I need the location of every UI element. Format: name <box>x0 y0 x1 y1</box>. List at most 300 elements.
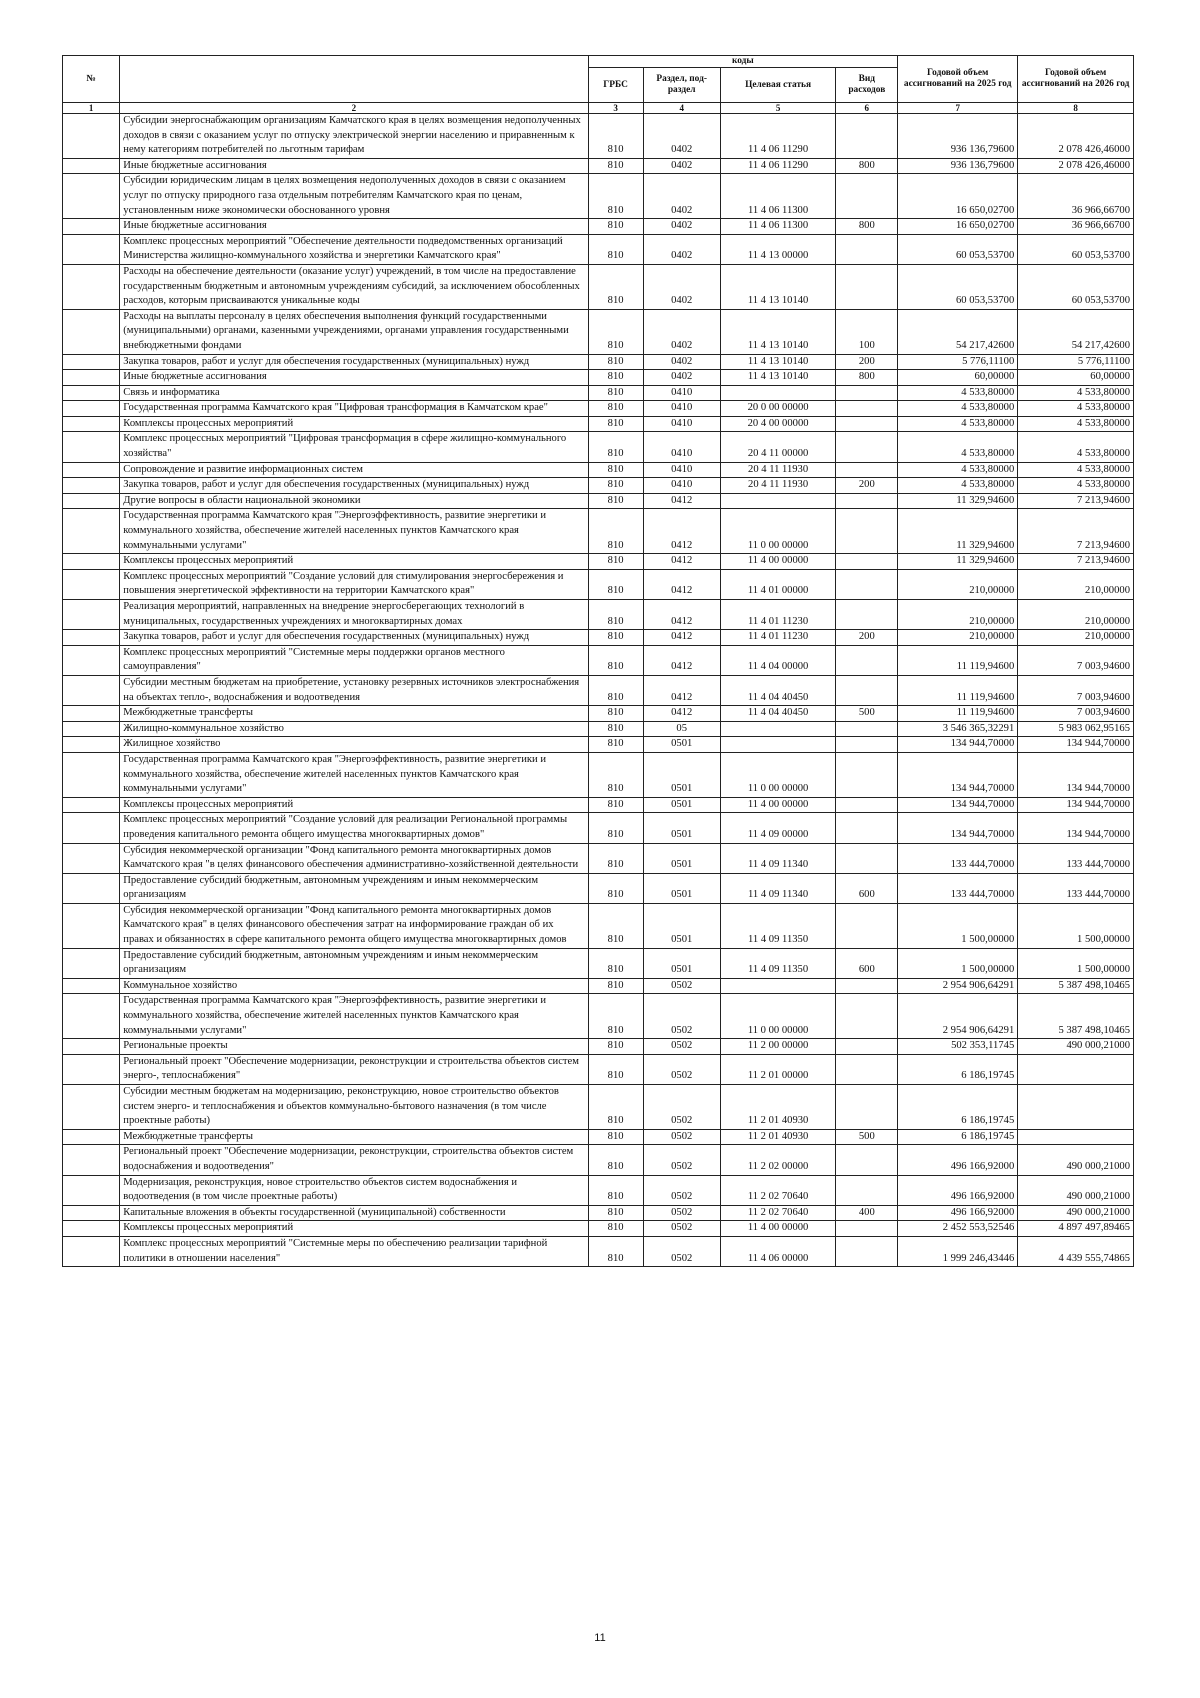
row-value-2026: 36 966,66700 <box>1018 219 1134 235</box>
row-celevaya: 11 4 00 00000 <box>720 554 836 570</box>
row-name: Иные бюджетные ассигнования <box>120 219 588 235</box>
row-value-2025: 496 166,92000 <box>898 1175 1018 1205</box>
row-name: Субсидии юридическим лицам в целях возмещения недополученных доходов в связи с оказанием услуг по отпуску природного газа отдельным потребителям Камчатского края по ценам, установленным ниже экономически обоснованного уровня <box>120 174 588 219</box>
table-row <box>63 903 1134 948</box>
row-vid: 500 <box>836 1129 898 1145</box>
row-celevaya: 11 4 04 00000 <box>720 645 836 675</box>
row-name: Комплекс процессных мероприятий "Обеспечение деятельности подведомственных организаций Министерства жилищно-коммунального хозяйства и энергетики Камчатского края" <box>120 234 588 264</box>
row-celevaya: 11 2 02 00000 <box>720 1145 836 1175</box>
row-num-cell <box>63 706 120 722</box>
row-name: Коммунальное хозяйство <box>120 978 588 994</box>
row-vid <box>836 1039 898 1055</box>
row-num-cell <box>63 234 120 264</box>
row-num-cell <box>63 509 120 554</box>
row-value-2026: 210,00000 <box>1018 600 1134 630</box>
row-grbs: 810 <box>588 158 643 174</box>
table-row <box>63 1085 1134 1130</box>
table-row <box>63 1129 1134 1145</box>
row-celevaya: 11 2 00 00000 <box>720 1039 836 1055</box>
row-celevaya: 11 0 00 00000 <box>720 994 836 1039</box>
row-name: Иные бюджетные ассигнования <box>120 370 588 386</box>
row-grbs: 810 <box>588 1129 643 1145</box>
row-num-cell <box>63 752 120 797</box>
row-value-2025: 5 776,11100 <box>898 354 1018 370</box>
row-razdel: 0501 <box>643 843 720 873</box>
row-razdel: 0402 <box>643 234 720 264</box>
row-value-2025: 134 944,70000 <box>898 737 1018 753</box>
row-num-cell <box>63 675 120 705</box>
row-vid <box>836 234 898 264</box>
row-value-2026: 490 000,21000 <box>1018 1039 1134 1055</box>
row-celevaya <box>720 385 836 401</box>
row-name: Субсидии местным бюджетам на приобретение, установку резервных источников электроснабжения на объектах тепло-, водоснабжения и водоотведения <box>120 675 588 705</box>
row-vid <box>836 174 898 219</box>
row-name: Связь и информатика <box>120 385 588 401</box>
row-celevaya: 20 4 00 00000 <box>720 416 836 432</box>
row-vid <box>836 509 898 554</box>
row-value-2026: 134 944,70000 <box>1018 752 1134 797</box>
row-num-cell <box>63 1129 120 1145</box>
row-num-cell <box>63 370 120 386</box>
row-value-2025: 60 053,53700 <box>898 264 1018 309</box>
row-vid: 800 <box>836 370 898 386</box>
row-num-cell <box>63 600 120 630</box>
table-row <box>63 1054 1134 1084</box>
row-vid <box>836 978 898 994</box>
row-celevaya: 11 4 06 11290 <box>720 114 836 159</box>
header-razdel: Раздел, под- раздел <box>643 68 720 103</box>
row-grbs: 810 <box>588 994 643 1039</box>
table-row <box>63 114 1134 159</box>
row-grbs: 810 <box>588 1221 643 1237</box>
row-value-2026: 133 444,70000 <box>1018 873 1134 903</box>
table-row <box>63 569 1134 599</box>
row-num-cell <box>63 1054 120 1084</box>
row-value-2026: 7 213,94600 <box>1018 554 1134 570</box>
row-razdel: 0410 <box>643 385 720 401</box>
row-razdel: 0412 <box>643 645 720 675</box>
row-vid <box>836 675 898 705</box>
row-name: Межбюджетные трансферты <box>120 706 588 722</box>
row-value-2025: 936 136,79600 <box>898 114 1018 159</box>
table-row <box>63 1175 1134 1205</box>
colnum: 1 <box>63 103 120 114</box>
row-celevaya: 20 0 00 00000 <box>720 401 836 417</box>
row-value-2025: 133 444,70000 <box>898 843 1018 873</box>
row-value-2026: 4 897 497,89465 <box>1018 1221 1134 1237</box>
row-razdel: 0502 <box>643 994 720 1039</box>
row-value-2025: 6 186,19745 <box>898 1129 1018 1145</box>
table-row <box>63 401 1134 417</box>
row-value-2025: 133 444,70000 <box>898 873 1018 903</box>
row-value-2025: 11 329,94600 <box>898 509 1018 554</box>
row-name: Расходы на обеспечение деятельности (оказание услуг) учреждений, в том числе на предоставление государственным бюджетным и автономным учреждениям субсидий, за исключением обособленных расходов, которым присваиваются уникальные коды <box>120 264 588 309</box>
row-celevaya: 11 4 00 00000 <box>720 1221 836 1237</box>
row-num-cell <box>63 1039 120 1055</box>
row-celevaya: 11 4 13 00000 <box>720 234 836 264</box>
row-name: Жилищное хозяйство <box>120 737 588 753</box>
row-value-2026 <box>1018 1129 1134 1145</box>
row-vid <box>836 1175 898 1205</box>
row-celevaya: 11 4 04 40450 <box>720 706 836 722</box>
table-row <box>63 354 1134 370</box>
row-name: Комплексы процессных мероприятий <box>120 554 588 570</box>
row-grbs: 810 <box>588 873 643 903</box>
row-razdel: 0412 <box>643 706 720 722</box>
row-celevaya: 11 0 00 00000 <box>720 509 836 554</box>
table-row <box>63 416 1134 432</box>
row-num-cell <box>63 797 120 813</box>
row-num-cell <box>63 873 120 903</box>
row-value-2026: 1 500,00000 <box>1018 948 1134 978</box>
row-value-2026: 4 533,80000 <box>1018 478 1134 494</box>
row-name: Государственная программа Камчатского края "Энергоэффективность, развитие энергетики и коммунального хозяйства, обеспечение жителей населенных пунктов Камчатского края коммунальными услугами" <box>120 509 588 554</box>
row-value-2025: 4 533,80000 <box>898 401 1018 417</box>
row-grbs: 810 <box>588 385 643 401</box>
row-value-2025: 210,00000 <box>898 630 1018 646</box>
row-celevaya <box>720 737 836 753</box>
row-vid <box>836 1054 898 1084</box>
row-value-2025: 210,00000 <box>898 569 1018 599</box>
row-razdel: 0410 <box>643 478 720 494</box>
row-num-cell <box>63 645 120 675</box>
row-grbs: 810 <box>588 1054 643 1084</box>
row-celevaya: 11 4 01 11230 <box>720 630 836 646</box>
row-celevaya: 11 4 13 10140 <box>720 264 836 309</box>
row-grbs: 810 <box>588 797 643 813</box>
row-razdel: 0502 <box>643 1039 720 1055</box>
row-value-2025: 4 533,80000 <box>898 385 1018 401</box>
row-value-2026: 2 078 426,46000 <box>1018 114 1134 159</box>
row-celevaya: 11 4 13 10140 <box>720 354 836 370</box>
row-value-2026: 210,00000 <box>1018 630 1134 646</box>
table-row <box>63 385 1134 401</box>
row-celevaya: 11 4 09 00000 <box>720 813 836 843</box>
row-num-cell <box>63 462 120 478</box>
row-value-2026: 490 000,21000 <box>1018 1205 1134 1221</box>
row-name: Государственная программа Камчатского края "Энергоэффективность, развитие энергетики и коммунального хозяйства, обеспечение жителей населенных пунктов Камчатского края коммунальными услугами" <box>120 752 588 797</box>
row-num-cell <box>63 569 120 599</box>
row-razdel: 0501 <box>643 813 720 843</box>
row-value-2026: 54 217,42600 <box>1018 309 1134 354</box>
row-value-2026: 7 213,94600 <box>1018 509 1134 554</box>
row-razdel: 0402 <box>643 174 720 219</box>
row-name: Государственная программа Камчатского края "Цифровая трансформация в Камчатском крае" <box>120 401 588 417</box>
row-razdel: 0501 <box>643 903 720 948</box>
row-celevaya: 11 2 01 40930 <box>720 1085 836 1130</box>
row-value-2025: 4 533,80000 <box>898 432 1018 462</box>
row-grbs: 810 <box>588 1205 643 1221</box>
row-razdel: 0502 <box>643 1054 720 1084</box>
row-name: Региональный проект "Обеспечение модернизации, реконструкции и строительства объектов систем энерго-, теплоснабжения" <box>120 1054 588 1084</box>
row-grbs: 810 <box>588 706 643 722</box>
row-name: Сопровождение и развитие информационных систем <box>120 462 588 478</box>
row-value-2025: 11 329,94600 <box>898 493 1018 509</box>
row-value-2026: 60,00000 <box>1018 370 1134 386</box>
table-row <box>63 1221 1134 1237</box>
table-row <box>63 264 1134 309</box>
row-razdel: 0502 <box>643 1236 720 1266</box>
row-name: Комплексы процессных мероприятий <box>120 797 588 813</box>
row-celevaya: 11 4 06 00000 <box>720 1236 836 1266</box>
row-grbs: 810 <box>588 569 643 599</box>
row-value-2025: 60 053,53700 <box>898 234 1018 264</box>
row-value-2025: 210,00000 <box>898 600 1018 630</box>
row-name: Иные бюджетные ассигнования <box>120 158 588 174</box>
row-razdel: 0402 <box>643 354 720 370</box>
row-value-2025: 502 353,11745 <box>898 1039 1018 1055</box>
row-grbs: 810 <box>588 813 643 843</box>
row-value-2025: 4 533,80000 <box>898 462 1018 478</box>
row-value-2026: 4 533,80000 <box>1018 416 1134 432</box>
header-2026: Годовой объем ассигнований на 2026 год <box>1018 56 1134 103</box>
row-value-2026: 1 500,00000 <box>1018 903 1134 948</box>
row-value-2026: 134 944,70000 <box>1018 813 1134 843</box>
row-num-cell <box>63 948 120 978</box>
table-row <box>63 978 1134 994</box>
table-row <box>63 493 1134 509</box>
row-value-2025: 134 944,70000 <box>898 813 1018 843</box>
row-value-2025: 6 186,19745 <box>898 1054 1018 1084</box>
row-razdel: 0502 <box>643 1205 720 1221</box>
colnum: 7 <box>898 103 1018 114</box>
row-value-2026: 7 003,94600 <box>1018 645 1134 675</box>
row-razdel: 0501 <box>643 873 720 903</box>
row-celevaya: 20 4 11 00000 <box>720 432 836 462</box>
row-celevaya: 11 4 09 11340 <box>720 873 836 903</box>
row-vid <box>836 554 898 570</box>
table-row <box>63 737 1134 753</box>
row-grbs: 810 <box>588 645 643 675</box>
header-celevaya: Целевая статья <box>720 68 836 103</box>
row-razdel: 0501 <box>643 752 720 797</box>
row-name: Закупка товаров, работ и услуг для обеспечения государственных (муниципальных) нужд <box>120 354 588 370</box>
row-grbs: 810 <box>588 737 643 753</box>
row-num-cell <box>63 1236 120 1266</box>
row-num-cell <box>63 309 120 354</box>
row-vid <box>836 462 898 478</box>
row-grbs: 810 <box>588 721 643 737</box>
row-celevaya: 20 4 11 11930 <box>720 478 836 494</box>
row-vid <box>836 493 898 509</box>
row-grbs: 810 <box>588 114 643 159</box>
row-value-2025: 11 119,94600 <box>898 675 1018 705</box>
table-row <box>63 645 1134 675</box>
row-value-2025: 496 166,92000 <box>898 1145 1018 1175</box>
table-row <box>63 1145 1134 1175</box>
row-grbs: 810 <box>588 509 643 554</box>
row-vid <box>836 721 898 737</box>
row-razdel: 0502 <box>643 1175 720 1205</box>
table-row <box>63 813 1134 843</box>
row-vid <box>836 1085 898 1130</box>
row-num-cell <box>63 416 120 432</box>
row-grbs: 810 <box>588 752 643 797</box>
row-razdel: 0402 <box>643 309 720 354</box>
row-name: Комплексы процессных мероприятий <box>120 416 588 432</box>
row-num-cell <box>63 1175 120 1205</box>
row-value-2025: 936 136,79600 <box>898 158 1018 174</box>
table-row <box>63 554 1134 570</box>
row-razdel: 0501 <box>643 737 720 753</box>
row-value-2026: 4 533,80000 <box>1018 401 1134 417</box>
row-value-2026: 4 439 555,74865 <box>1018 1236 1134 1266</box>
row-value-2025: 16 650,02700 <box>898 219 1018 235</box>
row-razdel: 0402 <box>643 370 720 386</box>
row-vid: 600 <box>836 873 898 903</box>
row-celevaya: 20 4 11 11930 <box>720 462 836 478</box>
row-name: Комплекс процессных мероприятий "Системные меры по обеспечению реализации тарифной политики в отношении населения" <box>120 1236 588 1266</box>
row-name: Жилищно-коммунальное хозяйство <box>120 721 588 737</box>
row-razdel: 0502 <box>643 1145 720 1175</box>
row-razdel: 0412 <box>643 630 720 646</box>
row-vid <box>836 264 898 309</box>
row-razdel: 0402 <box>643 158 720 174</box>
row-name: Реализация мероприятий, направленных на внедрение энергосберегающих технологий в муниципальных, государственных учреждениях и многоквартирных домах <box>120 600 588 630</box>
row-celevaya: 11 4 00 00000 <box>720 797 836 813</box>
table-row <box>63 630 1134 646</box>
row-value-2026: 60 053,53700 <box>1018 234 1134 264</box>
row-grbs: 810 <box>588 401 643 417</box>
row-name: Закупка товаров, работ и услуг для обеспечения государственных (муниципальных) нужд <box>120 478 588 494</box>
row-value-2026: 5 983 062,95165 <box>1018 721 1134 737</box>
table-row <box>63 706 1134 722</box>
row-num-cell <box>63 630 120 646</box>
row-value-2026: 60 053,53700 <box>1018 264 1134 309</box>
row-name: Комплекс процессных мероприятий "Создание условий для стимулирования энергосбережения и повышения энергетической эффективности на территории Камчатского края" <box>120 569 588 599</box>
row-num-cell <box>63 114 120 159</box>
row-name: Субсидия некоммерческой организации "Фонд капитального ремонта многоквартирных домов Камчатского края" в целях финансового обеспечения затрат на информирование граждан об их правах и обязанностях в сфере капитального ремонта общего имущества многоквартирных домов <box>120 903 588 948</box>
row-name: Комплексы процессных мероприятий <box>120 1221 588 1237</box>
row-vid: 200 <box>836 354 898 370</box>
budget-table-sheet <box>62 55 1134 1267</box>
row-value-2026: 210,00000 <box>1018 569 1134 599</box>
row-value-2026: 4 533,80000 <box>1018 432 1134 462</box>
colnum: 3 <box>588 103 643 114</box>
row-num-cell <box>63 843 120 873</box>
row-value-2026 <box>1018 1085 1134 1130</box>
table-row <box>63 675 1134 705</box>
row-razdel: 0410 <box>643 432 720 462</box>
table-row <box>63 462 1134 478</box>
colnum: 2 <box>120 103 588 114</box>
row-razdel: 0502 <box>643 1221 720 1237</box>
row-celevaya <box>720 493 836 509</box>
header-row-codes <box>63 56 1134 68</box>
row-value-2026: 490 000,21000 <box>1018 1145 1134 1175</box>
colnum: 4 <box>643 103 720 114</box>
page-number: 11 <box>594 1632 606 1644</box>
row-num-cell <box>63 432 120 462</box>
row-razdel: 0410 <box>643 401 720 417</box>
row-value-2025: 16 650,02700 <box>898 174 1018 219</box>
row-name: Межбюджетные трансферты <box>120 1129 588 1145</box>
row-value-2026: 5 776,11100 <box>1018 354 1134 370</box>
row-vid <box>836 903 898 948</box>
row-vid: 600 <box>836 948 898 978</box>
row-name: Предоставление субсидий бюджетным, автономным учреждениям и иным некоммерческим организациям <box>120 873 588 903</box>
row-razdel: 0402 <box>643 219 720 235</box>
column-numbers-row <box>63 103 1134 114</box>
row-grbs: 810 <box>588 903 643 948</box>
colnum: 6 <box>836 103 898 114</box>
row-celevaya <box>720 978 836 994</box>
row-grbs: 810 <box>588 234 643 264</box>
row-value-2026: 7 213,94600 <box>1018 493 1134 509</box>
row-value-2026: 36 966,66700 <box>1018 174 1134 219</box>
row-grbs: 810 <box>588 416 643 432</box>
row-value-2026: 4 533,80000 <box>1018 462 1134 478</box>
row-value-2025: 134 944,70000 <box>898 752 1018 797</box>
table-row <box>63 1039 1134 1055</box>
row-grbs: 810 <box>588 1085 643 1130</box>
table-row <box>63 600 1134 630</box>
row-grbs: 810 <box>588 174 643 219</box>
row-value-2026: 5 387 498,10465 <box>1018 994 1134 1039</box>
row-razdel: 0412 <box>643 493 720 509</box>
row-num-cell <box>63 1205 120 1221</box>
row-celevaya: 11 2 02 70640 <box>720 1205 836 1221</box>
row-name: Капитальные вложения в объекты государственной (муниципальной) собственности <box>120 1205 588 1221</box>
row-value-2026: 2 078 426,46000 <box>1018 158 1134 174</box>
row-vid <box>836 416 898 432</box>
row-razdel: 0412 <box>643 554 720 570</box>
row-value-2025: 1 999 246,43446 <box>898 1236 1018 1266</box>
row-razdel: 0402 <box>643 114 720 159</box>
row-num-cell <box>63 264 120 309</box>
row-celevaya: 11 4 06 11300 <box>720 174 836 219</box>
row-num-cell <box>63 903 120 948</box>
row-value-2025: 11 119,94600 <box>898 706 1018 722</box>
row-value-2025: 11 329,94600 <box>898 554 1018 570</box>
row-celevaya: 11 2 01 00000 <box>720 1054 836 1084</box>
row-vid: 800 <box>836 158 898 174</box>
row-grbs: 810 <box>588 1175 643 1205</box>
row-razdel: 0502 <box>643 1129 720 1145</box>
row-razdel: 05 <box>643 721 720 737</box>
row-vid <box>836 385 898 401</box>
row-name: Другие вопросы в области национальной экономики <box>120 493 588 509</box>
row-grbs: 810 <box>588 630 643 646</box>
row-celevaya: 11 0 00 00000 <box>720 752 836 797</box>
row-value-2025: 1 500,00000 <box>898 948 1018 978</box>
table-row <box>63 994 1134 1039</box>
row-name: Субсидии энергоснабжающим организациям Камчатского края в целях возмещения недополученных доходов в связи с оказанием услуг по отпуску электрической энергии населению и приравненным к нему категориям потребителей по льготным тарифам <box>120 114 588 159</box>
row-num-cell <box>63 385 120 401</box>
row-celevaya: 11 4 13 10140 <box>720 370 836 386</box>
row-value-2025: 496 166,92000 <box>898 1205 1018 1221</box>
row-value-2026: 134 944,70000 <box>1018 737 1134 753</box>
row-num-cell <box>63 174 120 219</box>
row-celevaya: 11 4 09 11350 <box>720 948 836 978</box>
row-grbs: 810 <box>588 370 643 386</box>
row-value-2025: 2 954 906,64291 <box>898 978 1018 994</box>
header-2025: Годовой объем ассигнований на 2025 год <box>898 56 1018 103</box>
row-name: Закупка товаров, работ и услуг для обеспечения государственных (муниципальных) нужд <box>120 630 588 646</box>
row-name: Субсидия некоммерческой организации "Фонд капитального ремонта многоквартирных домов Камчатского края "в целях финансового обеспечения административно-хозяйственной деятельности <box>120 843 588 873</box>
row-value-2026 <box>1018 1054 1134 1084</box>
row-celevaya: 11 4 04 40450 <box>720 675 836 705</box>
row-value-2025: 4 533,80000 <box>898 416 1018 432</box>
header-num: № <box>63 56 120 103</box>
row-celevaya: 11 4 13 10140 <box>720 309 836 354</box>
row-grbs: 810 <box>588 554 643 570</box>
table-row <box>63 1205 1134 1221</box>
table-row <box>63 234 1134 264</box>
row-razdel: 0410 <box>643 462 720 478</box>
row-vid <box>836 645 898 675</box>
row-grbs: 810 <box>588 309 643 354</box>
